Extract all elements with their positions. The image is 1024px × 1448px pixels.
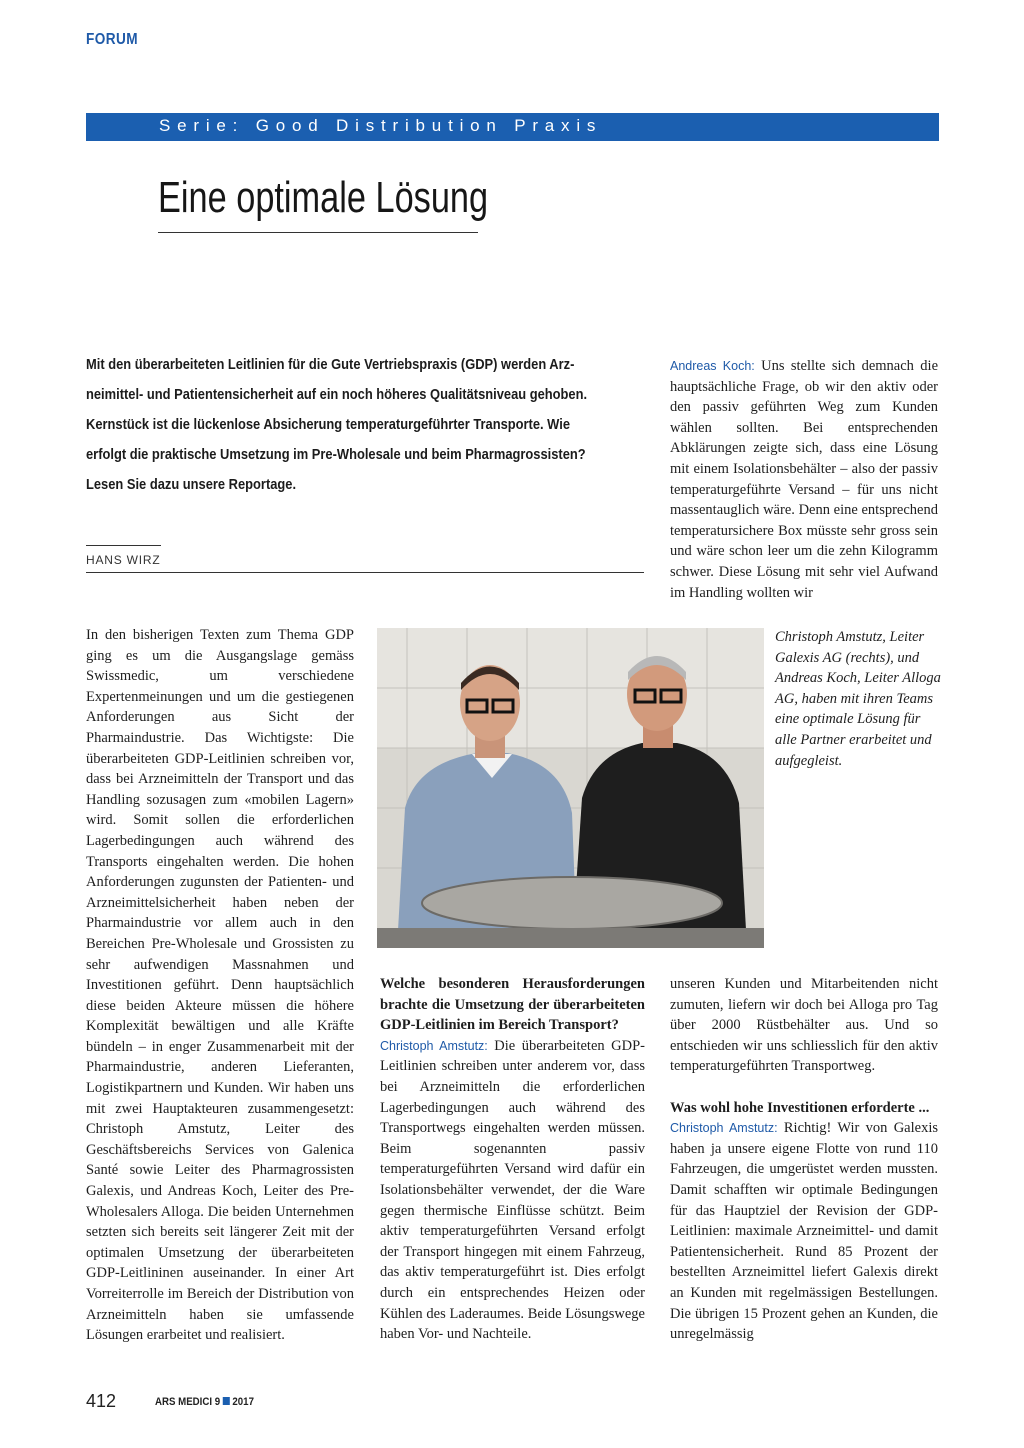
interview-question: Welche besonderen Herausforderungen brachte die Umsetzung der überarbeiteten GDP-Leitlinien im Bereich Transport?	[380, 976, 645, 1034]
series-banner	[86, 113, 939, 141]
journal-footer	[155, 1396, 254, 1408]
author-byline: HANS WIRZ	[86, 553, 161, 567]
author-rule-short	[86, 545, 161, 546]
lead-line: neimittel- und Patientensicherheit auf ein noch höheres Qualitätsniveau gehoben.	[86, 386, 588, 403]
interview-question: Was wohl hohe Investitionen erforderte ...	[670, 1099, 930, 1116]
interview-column-middle	[380, 974, 645, 1345]
lead-line: erfolgt die praktische Umsetzung im Pre-Wholesale und beim Pharmagrossisten?	[86, 446, 586, 463]
interview-column-top-right	[670, 356, 938, 603]
interview-column-right	[670, 974, 938, 1345]
article-photo	[377, 628, 764, 948]
lead-line: Mit den überarbeiteten Leitlinien für die Gute Vertriebspraxis (GDP) werden Arz-	[86, 356, 575, 373]
lead-paragraph	[86, 350, 644, 500]
journal-name: ARS MEDICI 9	[155, 1396, 221, 1408]
intro-column: In den bisherigen Texten zum Thema GDP ging es um die Ausgangslage gemäss Swissmedic, um verschiedene Expertenmeinungen und um die gestiegenen Anforderungen aus Sicht der Pharmaindustrie. Das Wichtigste: Die überarbeiteten GDP-Leitlinien schreiben vor, dass bei Arzneimitteln der Transport und das Handling sozusagen zum «mobilen Lagern» wird. Somit sollen die erforderlichen Lagerbedingungen auch während des Transports eingehalten werden. Die hohen Anforderungen zugunsten der Patienten- und Arzneimittelsicherheit haben neben der Pharmaindustrie vor allem auch in den Bereichen Pre-Wholesale und Grossisten zu sehr aufwendigen Massnahmen und Investitionen geführt. Denn hauptsächlich diese beiden Akteure müssen die höhere Komplexität bewältigen und alle Kräfte bündeln – in enger Zusammenarbeit mit der Pharmaindustrie, anderen Lieferanten, Logistikpartnern und Kunden. Wir haben uns mit zwei Hauptakteuren zusammengesetzt: Christoph Amstutz, Leiter des Geschäftsbereichs Services von Galenica Santé sowie Leiter des Pharmagrossisten Galexis, und Andreas Koch, Leiter des Pre-Wholesalers Alloga. Die beiden Unternehmen setzten sich bereits seit längerer Zeit mit der optimalen Umsetzung der überarbeiteten GDP-Leitlininen auseinander. In einer Art Vorreiterrolle im Bereich der Distribution von Arzneimitteln haben sie umfassende Lösungen erarbeitet und realisiert.	[86, 627, 354, 1344]
speaker-name: Christoph Amstutz:	[380, 1038, 488, 1053]
photo-two-men-icon	[377, 628, 764, 948]
journal-year: 2017	[232, 1396, 254, 1408]
answer-text: Uns stellte sich demnach die hauptsächliche Frage, ob wir den aktiv oder den passiv geführten Weg zum Kunden wählen sollten. Bei entsprechenden Abklärungen zeigte sich, dass eine Lösung mit einem Isolationsbehälter – also der passiv temperaturgeführte Versand – für uns nicht massentauglich wäre. Denn eine entsprechend temperatursichere Box müsste sehr gross sein und wäre schon leer um die zehn Kilogramm schwer. Diese Lösung mit sehr viel Aufwand im Handling wollten wir	[670, 358, 938, 601]
author-rule	[86, 572, 644, 573]
speaker-name: Andreas Koch:	[670, 359, 755, 373]
lead-line: Lesen Sie dazu unsere Reportage.	[86, 476, 297, 493]
answer-continuation: unseren Kunden und Mitarbeitenden nicht zumuten, liefern wir doch bei Alloga pro Tag über 2000 Rüstbehälter aus. Und so entschieden wir uns schliesslich für den aktiv temperaturgeführten Transportweg.	[670, 976, 938, 1075]
lead-line: Kernstück ist die lückenlose Absicherung temperaturgeführter Transporte. Wie	[86, 416, 570, 433]
title-underline	[158, 232, 478, 233]
square-icon	[223, 1397, 230, 1405]
speaker-name: Christoph Amstutz:	[670, 1121, 778, 1136]
section-label: FORUM	[86, 31, 138, 48]
answer-text: Richtig! Wir von Galexis haben ja unsere eigene Flotte von rund 110 Fahrzeugen, die umgerüstet werden mussten. Damit schafften wir optimale Bedingungen für das Hauptziel der Revision der GDP-Leitlinien: maximale Arzneimittel- und damit Patientensicherheit. Rund 85 Prozent der bestellten Arzneimittel liefert Galexis direkt an Kunden mit regelmässigen Bestellungen. Die übrigen 15 Prozent gehen an Kunden, die unregelmässig	[670, 1120, 939, 1343]
article-title: Eine optimale Lösung	[158, 173, 489, 222]
series-banner-text: Serie: Good Distribution Praxis	[159, 116, 603, 135]
page-number: 412	[86, 1391, 117, 1411]
answer-text: Die überarbeiteten GDP-Leitlinien schreiben unter anderem vor, dass bei Arzneimitteln die erforderlichen Lagerbedingungen auch während des Transportwegs eingehalten werden müssen. Beim sogenannten passiv temperaturgeführten Versand wird dafür ein Isolationsbehälter verwendet, der die Ware gegen thermische Einflüsse schützt. Beim aktiv temperaturgeführten Versand erfolgt der Transport hingegen mit einem Fahrzeug, das aktiv temperaturgeführt ist. Dies erfolgt durch ein entsprechendes Heizen oder Kühlen des Laderaumes. Beide Lösungswege haben Vor- und Nachteile.	[380, 1037, 645, 1343]
photo-caption: Christoph Amstutz, Leiter Galexis AG (rechts), und Andreas Koch, Leiter Alloga AG, haben mit ihren Teams eine optimale Lösung für alle Partner erarbeitet und aufgegleist.	[775, 629, 941, 769]
